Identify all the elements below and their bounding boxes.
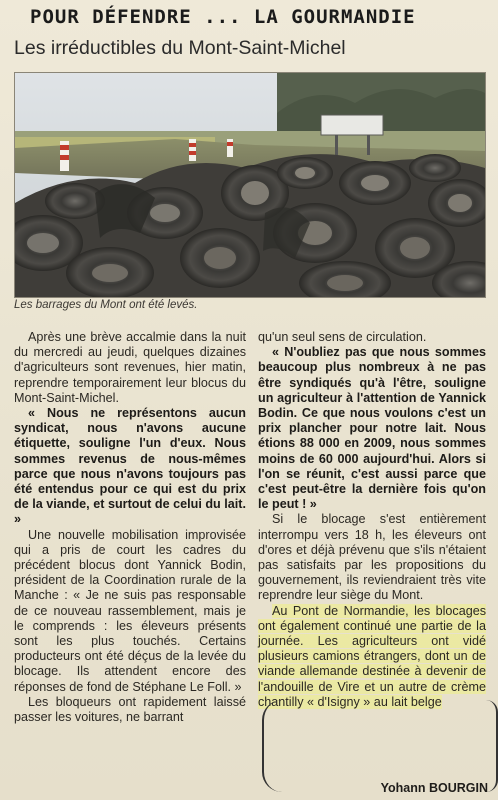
paragraph: Une nouvelle mobilisation improvisée qui a pris de court les cadres du précédent blocus dont Yannick Bodin, président de la Coordination rurale de la Manche : « Je ne suis pas responsable de ce nouveau rassemblement, mais je le comprends : les éleveurs présents sont les plus touchés. Certains producteurs ont été déçus de la levée du blocage. Ils attendent encore des réponses de fond de Stéphane Le Foll. » [14, 527, 246, 694]
handwritten-note: POUR DÉFENDRE ... LA GOURMANDIE [30, 6, 416, 28]
article-left-column [14, 330, 246, 725]
paragraph: qu'un seul sens de circulation. [258, 330, 427, 344]
paragraph: Si le blocage s'est entièrement interrompu vers 18 h, les éleveurs ont d'ores et déjà prévenu que s'ils n'étaient pas satisfaits par les propositions du gouvernement, ils reviendraient très vite reprendre leur siège du Mont. [258, 512, 486, 603]
article-photo [14, 72, 486, 298]
paragraph: Les bloqueurs ont rapidement laissé passer les voitures, ne barrant [14, 694, 246, 725]
quote-paragraph: « Nous ne représentons aucun syndicat, nous n'avons aucune étiquette, souligne l'un d'eux. Nous sommes revenus de nous-mêmes parce que nous n'avons toujours pas été entendus pour ce qui est du prix de la viande, et surtout de celui du lait. » [14, 406, 246, 527]
article-author: Yohann BOURGIN [380, 781, 488, 795]
article-headline: Les irréductibles du Mont-Saint-Michel [14, 37, 346, 59]
article-right-column [258, 330, 486, 710]
quote-paragraph: « N'oubliez pas que nous sommes beaucoup plus nombreux à ne pas être syndiqués qu'à l'être, souligne un agriculteur à l'attention de Yannick Bodin. Ce que nous voulons c'est un prix plancher pour notre lait. Nous étions 88 000 en 2009, nous sommes moins de 60 000 aujourd'hui. Alors si l'on se réunit, c'est aussi parce que c'est peut-être la dernière fois qu'on le peut ! » [258, 345, 486, 512]
handwritten-bracket-left [262, 700, 282, 792]
photo-caption: Les barrages du Mont ont été levés. [14, 299, 198, 311]
highlighted-paragraph: Au Pont de Normandie, les blocages ont également continué une partie de la journée. Les agriculteurs ont vidé plusieurs camions étrangers, dont un de viande allemande destinée à devenir de l'andouille de Vire et un autre de crème chantilly « d'Isigny » au lait belge [258, 603, 486, 709]
handwritten-bracket-right [486, 700, 498, 792]
photo-tire-barricade-icon [15, 73, 485, 297]
paragraph: Après une brève accalmie dans la nuit du mercredi au jeudi, quelques dizaines d'agriculteurs sont revenues, hier matin, reprendre temporairement leur blocus du Mont-Saint-Michel. [14, 330, 246, 405]
